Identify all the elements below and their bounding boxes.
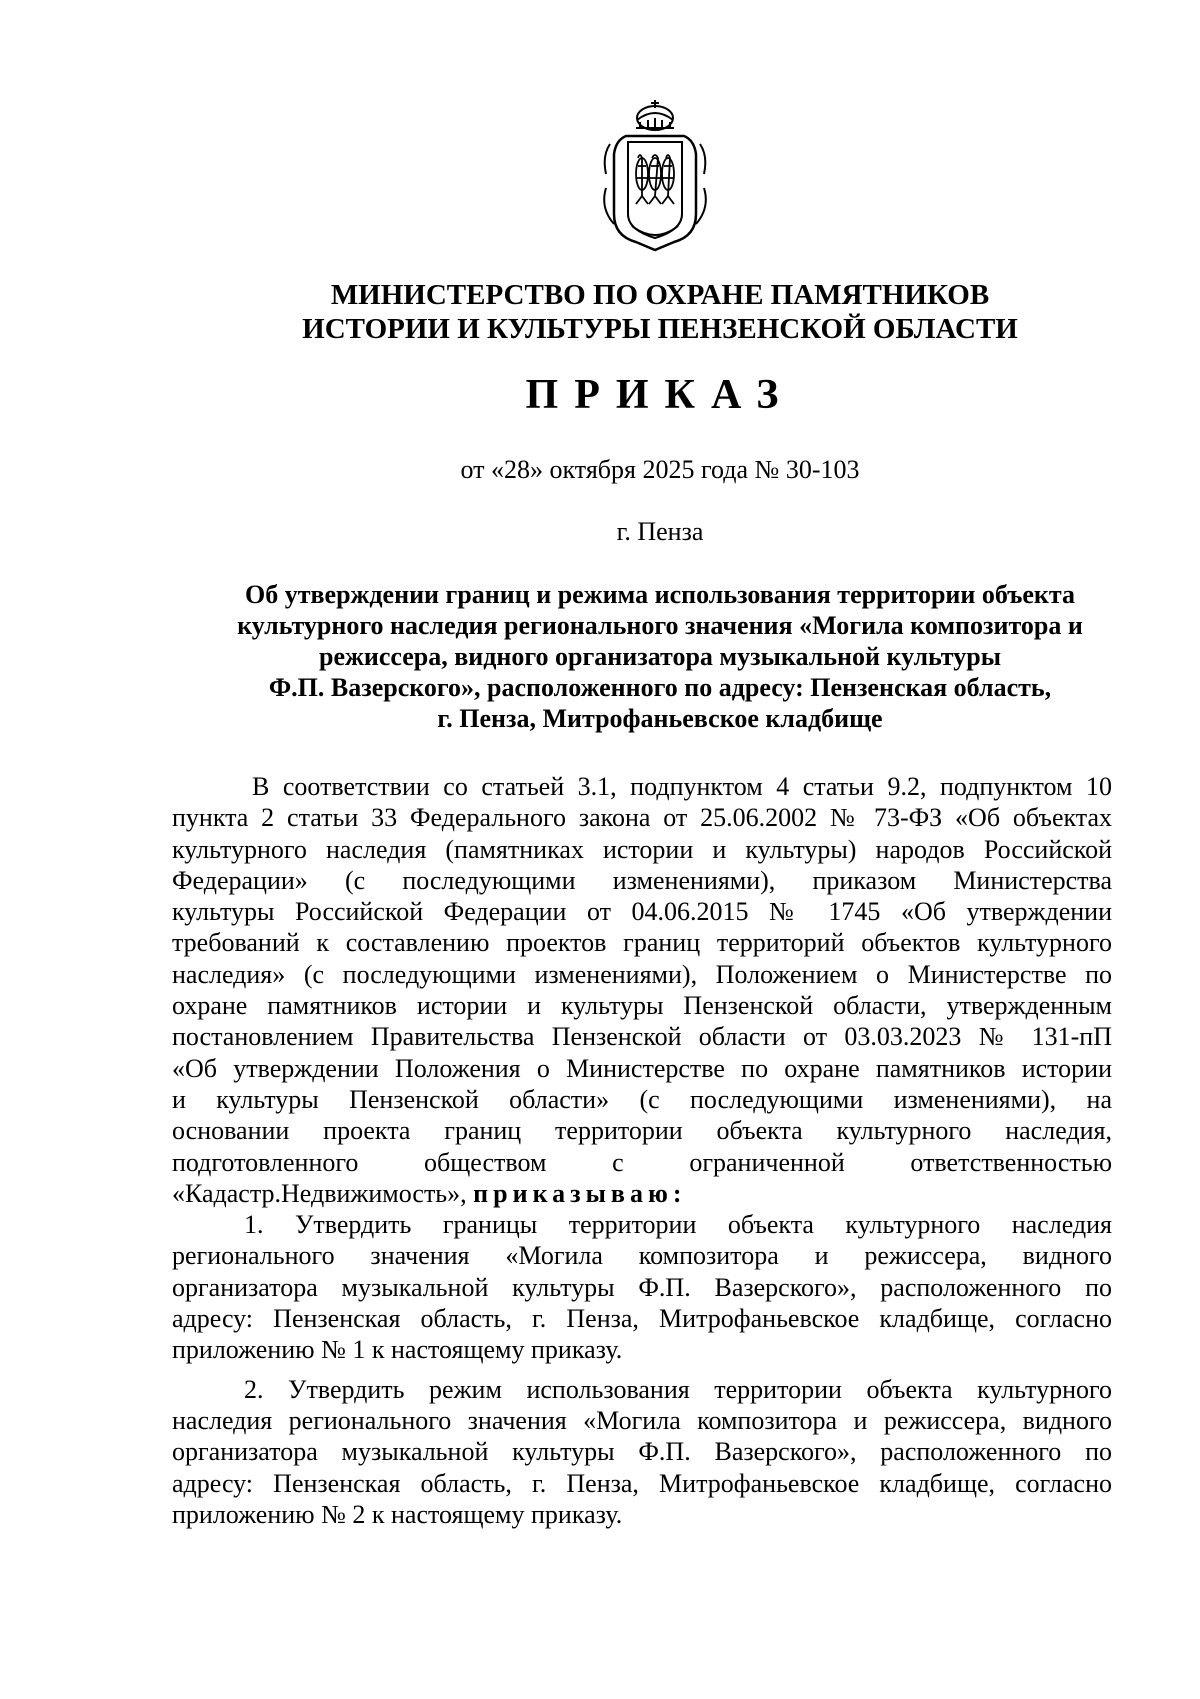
item-line: 2. Утвердить режим использования территории объекта культурного (244, 1374, 1112, 1404)
preamble-line: «Об утверждении Положения о Министерстве по охране памятников истории (172, 1053, 1112, 1083)
subject-line: Ф.П. Вазерского», расположенного по адресу: Пензенская область, (268, 673, 1052, 702)
preamble-line: культуры Российской Федерации от 04.06.2015 № 1745 «Об утверждении (172, 897, 1112, 927)
item-line: приложению № 1 к настоящему приказу. (172, 1335, 623, 1365)
penza-region-coat-of-arms-icon (596, 96, 714, 254)
subject-line: Об утверждении границ и режима использования территории объекта (245, 580, 1075, 609)
preamble-line: В соответствии со статьей 3.1, подпунктом 4 статьи 9.2, подпунктом 10 (252, 772, 1112, 801)
preamble-line: пункта 2 статьи 33 Федерального закона от 25.06.2002 № 73-ФЗ «Об объектах (172, 803, 1112, 833)
order-item-2 (172, 1374, 1112, 1530)
order-directive-word: приказываю: (473, 1178, 687, 1208)
subject-line: культурного наследия регионального значения «Могила композитора и (237, 611, 1083, 640)
preamble-paragraph (172, 771, 1112, 1209)
item-line: организатора музыкальной культуры Ф.П. Вазерского», расположенного по (172, 1437, 1112, 1467)
item-line: приложению № 2 к настоящему приказу. (172, 1499, 623, 1529)
item-line: адресу: Пензенская область, г. Пенза, Митрофаньевское кладбище, согласно (172, 1468, 1112, 1498)
order-date-number: от «28» октября 2025 года № 30-103 (460, 455, 860, 484)
preamble-line: Федерации» (с последующими изменениями), приказом Министерства (172, 865, 1112, 895)
preamble-line: основании проекта границ территории объекта культурного наследия, (172, 1116, 1112, 1146)
subject-line: г. Пенза, Митрофаньевское кладбище (437, 704, 883, 733)
preamble-line: охране памятников истории и культуры Пензенской области, утвержденным (172, 991, 1112, 1021)
item-line: регионального значения «Могила композитора и режиссера, видного (172, 1241, 1112, 1271)
preamble-line: требований к составлению проектов границ территорий объектов культурного (172, 928, 1112, 958)
item-line: 1. Утвердить границы территории объекта культурного наследия (244, 1210, 1112, 1240)
preamble-line: наследия» (с последующими изменениями), Положением о Министерстве по (172, 959, 1112, 989)
order-body (172, 771, 1112, 1530)
preamble-line: подготовленного обществом с ограниченной ответственностью (172, 1147, 1112, 1177)
paragraph-spacer (172, 1366, 1112, 1374)
preamble-line-start: «Кадастр.Недвижимость», (172, 1178, 474, 1208)
ministry-name-line-2: ИСТОРИИ И КУЛЬТУРЫ ПЕНЗЕНСКОЙ ОБЛАСТИ (302, 313, 1018, 345)
item-line: наследия регионального значения «Могила композитора и режиссера, видного (172, 1405, 1112, 1435)
preamble-line: и культуры Пензенской области» (с последующими изменениями), на (172, 1084, 1112, 1114)
preamble-last-line (172, 1178, 1112, 1209)
document-type-title: ПРИКАЗ (525, 372, 795, 418)
item-line: организатора музыкальной культуры Ф.П. Вазерского», расположенного по (172, 1272, 1112, 1302)
subject-line: режиссера, видного организатора музыкальной культуры (318, 642, 1001, 671)
item-line: адресу: Пензенская область, г. Пенза, Митрофаньевское кладбище, согласно (172, 1304, 1112, 1334)
order-city: г. Пенза (616, 517, 704, 546)
ministry-name-line-1: МИНИСТЕРСТВО ПО ОХРАНЕ ПАМЯТНИКОВ (330, 279, 990, 311)
preamble-line: культурного наследия (памятниках истории и культуры) народов Российской (172, 834, 1112, 864)
order-subject (170, 579, 1150, 734)
order-item-1 (172, 1209, 1112, 1365)
preamble-line: постановлением Правительства Пензенской области от 03.03.2023 № 131-пП (172, 1022, 1112, 1052)
